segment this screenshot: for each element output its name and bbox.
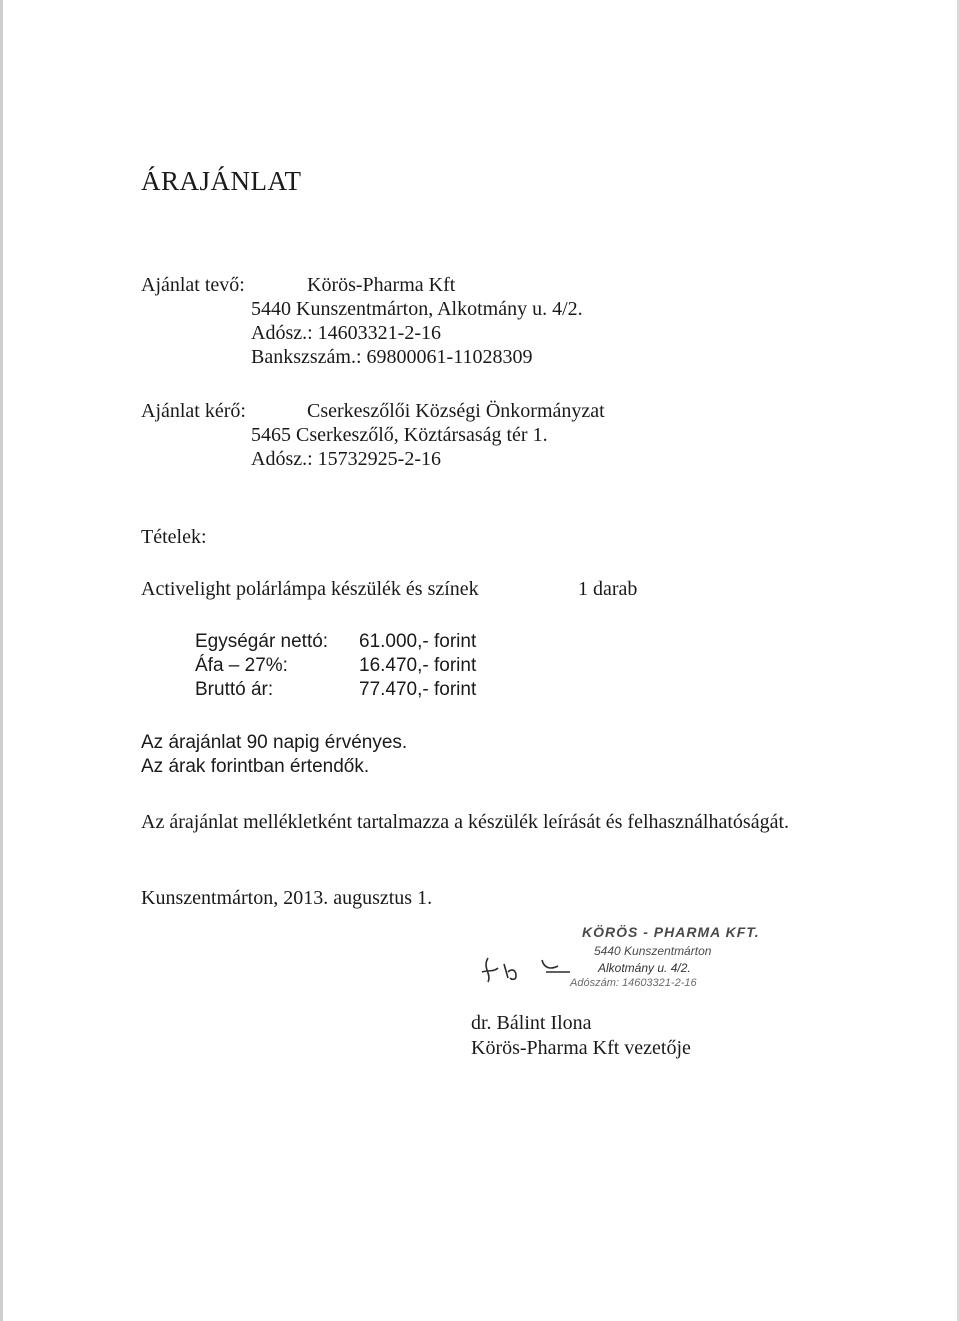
place-and-date: Kunszentmárton, 2013. augusztus 1. [141,887,433,909]
scan-edge-left [0,0,3,1321]
offerer-bank-account: Bankszszám.: 69800061-11028309 [251,346,533,368]
item-quantity: 1 darab [578,578,638,600]
offerer-label: Ajánlat tevő: [141,274,245,296]
price-label-net: Egységár nettó: [195,631,329,652]
validity-note: Az árajánlat 90 napig érvényes. [141,732,408,753]
items-label: Tételek: [141,526,207,548]
price-value-net: 61.000,- forint [359,631,477,652]
stamp-line-city: 5440 Kunszentmárton [594,944,712,958]
handwritten-signature [478,950,588,990]
signatory-name: dr. Bálint Ilona [471,1012,592,1034]
price-label-vat: Áfa – 27%: [195,655,288,676]
requester-address: 5465 Cserkeszőlő, Köztársaság tér 1. [251,424,548,446]
price-value-vat: 16.470,- forint [359,655,477,676]
offerer-name: Körös-Pharma Kft [307,274,456,296]
document-title: ÁRAJÁNLAT [141,166,302,196]
requester-name: Cserkeszőlői Községi Önkormányzat [307,400,605,422]
company-stamp [560,922,760,1002]
stamp-line-tax: Adószám: 14603321-2-16 [570,977,697,989]
stamp-line-street: Alkotmány u. 4/2. [598,961,691,975]
attachment-note: Az árajánlat mellékletként tartalmazza a készülék leírását és felhasználhatóságát. [141,811,789,833]
requester-tax-number: Adósz.: 15732925-2-16 [251,448,441,470]
stamp-line-company: KÖRÖS - PHARMA KFT. [582,924,760,940]
requester-label: Ajánlat kérő: [141,400,246,422]
offerer-tax-number: Adósz.: 14603321-2-16 [251,322,441,344]
price-value-gross: 77.470,- forint [359,679,477,700]
signatory-role: Körös-Pharma Kft vezetője [471,1037,691,1059]
currency-note: Az árak forintban értendők. [141,756,370,777]
offerer-address: 5440 Kunszentmárton, Alkotmány u. 4/2. [251,298,583,320]
item-description: Activelight polárlámpa készülék és színek [141,578,479,600]
price-label-gross: Bruttó ár: [195,679,274,700]
